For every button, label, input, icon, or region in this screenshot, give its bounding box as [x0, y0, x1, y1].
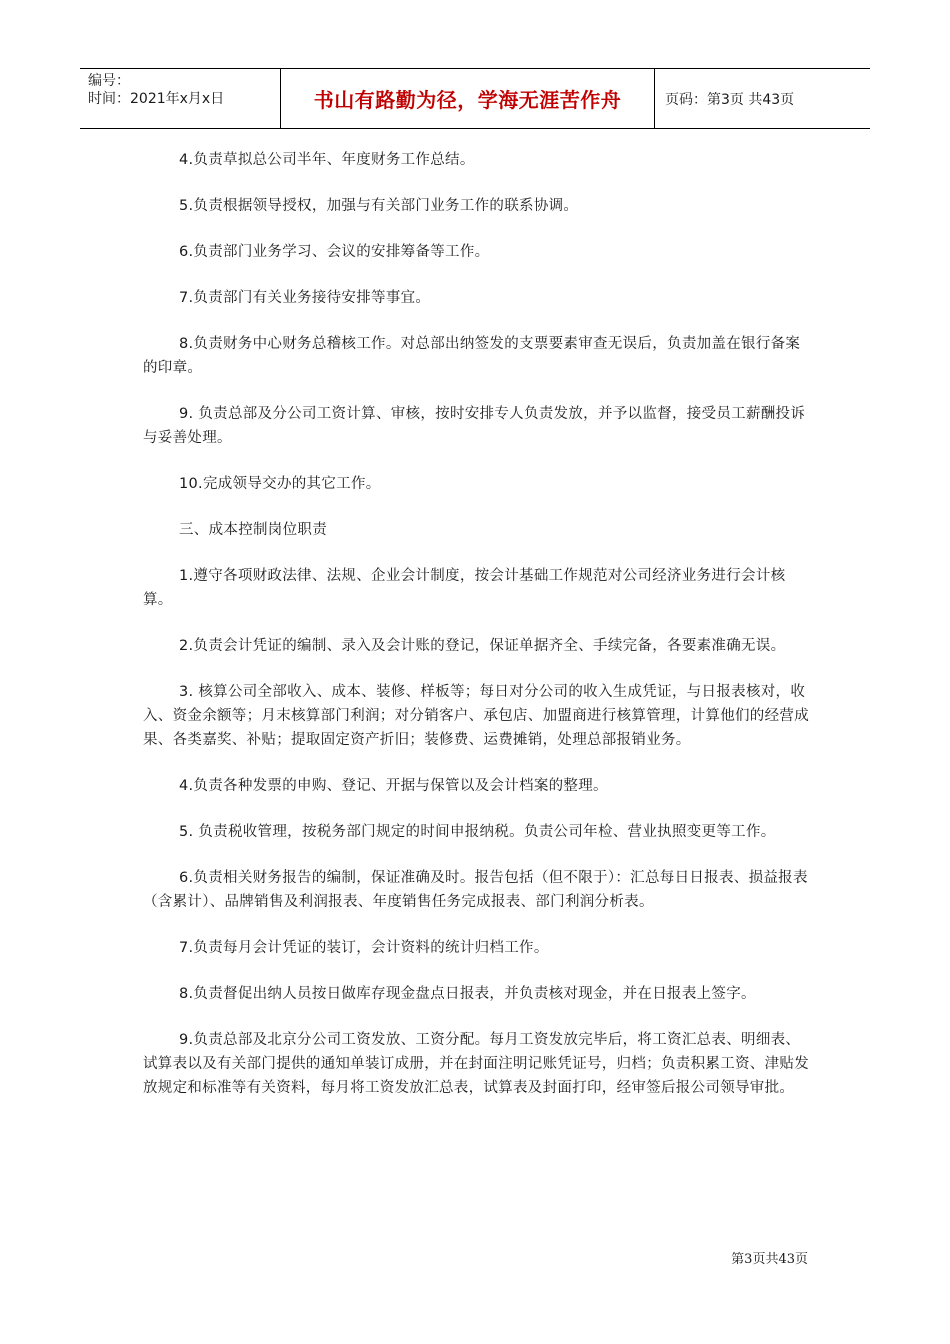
- paragraph: 7.负责每月会计凭证的装订，会计资料的统计归档工作。: [179, 940, 549, 956]
- paragraph: 8.负责财务中心财务总稽核工作。对总部出纳签发的支票要素审查无误后，负责加盖在银行备案的印章。: [143, 336, 801, 376]
- time-label: 时间：2021年x月x日: [88, 91, 225, 107]
- paragraph: 6.负责部门业务学习、会议的安排筹备等工作。: [179, 244, 490, 260]
- header-page-label: 页码：第3页 共43页: [665, 91, 795, 108]
- number-label: 编号：: [88, 73, 130, 89]
- page-footer: 第3页共43页: [731, 1252, 808, 1267]
- paragraph: 6.负责相关财务报告的编制，保证准确及时。报告包括（但不限于）：汇总每日日报表、损益报表（含累计）、品牌销售及利润报表、年度销售任务完成报表、部门利润分析表。: [143, 870, 808, 910]
- section-heading: 三、成本控制岗位职责: [179, 522, 327, 538]
- paragraph: 3. 核算公司全部收入、成本、装修、样板等；每日对分公司的收入生成凭证，与日报表核对，收入、资金余额等；月末核算部门利润；对分销客户、承包店、加盟商进行核算管理，计算他们的经营成果、各类嘉奖、补贴；提取固定资产折旧；装修费、运费摊销，处理总部报销业务。: [143, 684, 809, 748]
- paragraph: 8.负责督促出纳人员按日做库存现金盘点日报表，并负责核对现金，并在日报表上签字。: [179, 986, 756, 1002]
- paragraph: 10.完成领导交办的其它工作。: [179, 476, 381, 492]
- header-meta: [80, 69, 281, 128]
- document-body: [143, 148, 815, 1122]
- paragraph: 9. 负责总部及分公司工资计算、审核，按时安排专人负责发放，并予以监督，接受员工薪酬投诉与妥善处理。: [143, 406, 806, 446]
- paragraph: 4.负责各种发票的申购、登记、开据与保管以及会计档案的整理。: [179, 778, 608, 794]
- paragraph: 9.负责总部及北京分公司工资发放、工资分配。每月工资发放完毕后，将工资汇总表、明细表、试算表以及有关部门提供的通知单装订成册，并在封面注明记账凭证号，归档；负责积累工资、津贴发放规定和标准等有关资料，每月将工资发放汇总表，试算表及封面打印，经审签后报公司领导审批。: [143, 1032, 809, 1096]
- page-header: [80, 68, 870, 129]
- paragraph: 5. 负责税收管理，按税务部门规定的时间申报纳税。负责公司年检、营业执照变更等工作。: [179, 824, 776, 840]
- paragraph: 5.负责根据领导授权，加强与有关部门业务工作的联系协调。: [179, 198, 579, 214]
- paragraph: 2.负责会计凭证的编制、录入及会计账的登记，保证单据齐全、手续完备，各要素准确无误。: [179, 638, 786, 654]
- paragraph: 1.遵守各项财政法律、法规、企业会计制度，按会计基础工作规范对公司经济业务进行会计核算。: [143, 568, 786, 608]
- paragraph: 4.负责草拟总公司半年、年度财务工作总结。: [179, 152, 475, 168]
- header-motto: 书山有路勤为径，学海无涯苦作舟: [281, 69, 655, 128]
- paragraph: 7.负责部门有关业务接待安排等事宜。: [179, 290, 431, 306]
